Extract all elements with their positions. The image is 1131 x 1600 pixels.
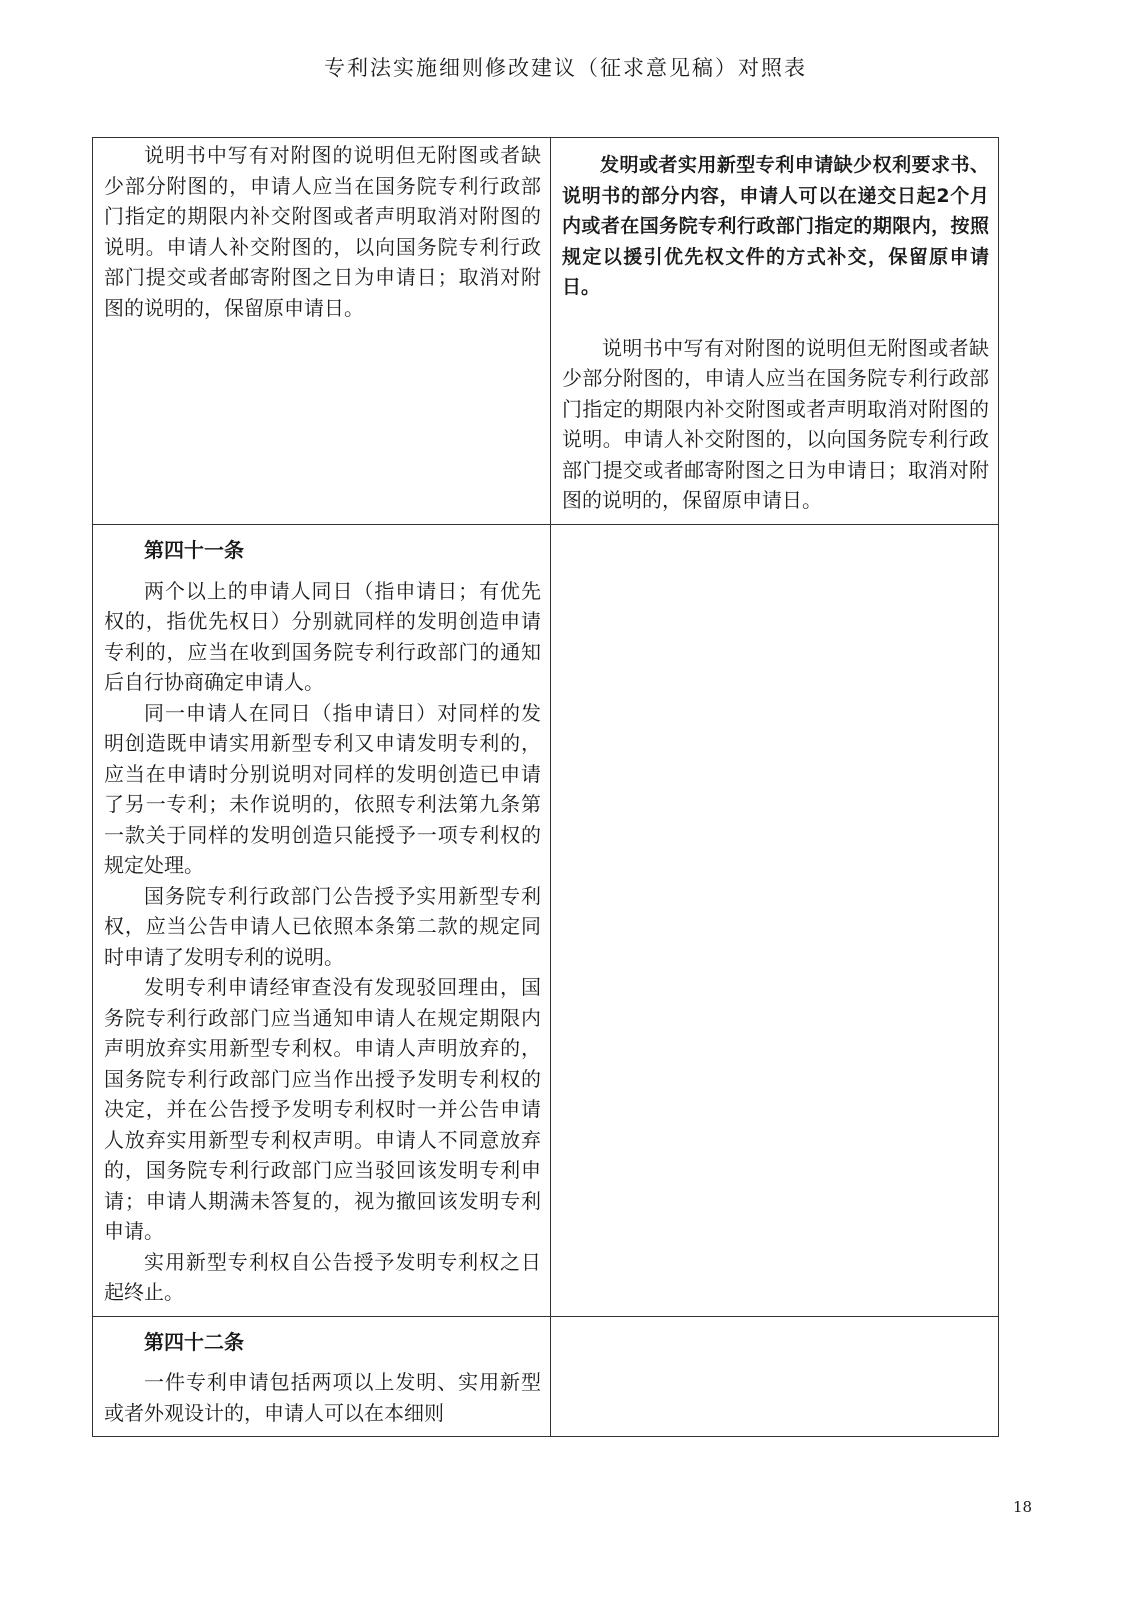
paragraph: 国务院专利行政部门公告授予实用新型专利权，应当公告申请人已依照本条第二款的规定同时申请了发明专利的说明。 [104, 883, 541, 969]
proposed-text-cell [551, 138, 999, 525]
paragraph: 实用新型专利权自公告授予发明专利权之日起终止。 [104, 1249, 541, 1304]
article-heading: 第四十二条 [144, 1329, 244, 1354]
current-text-cell [93, 525, 551, 1317]
page-title: 专利法实施细则修改建议（征求意见稿）对照表 [324, 56, 807, 80]
current-text-cell [93, 138, 551, 525]
page-number: 18 [1013, 1498, 1033, 1516]
table-row [93, 525, 999, 1317]
paragraph: 说明书中写有对附图的说明但无附图或者缺少部分附图的，申请人应当在国务院专利行政部门指定的期限内补交附图或者声明取消对附图的说明。申请人补交附图的，以向国务院专利行政部门提交或者邮寄附图之日为申请日；取消对附图的说明的，保留原申请日。 [104, 143, 541, 320]
paragraph: 一件专利申请包括两项以上发明、实用新型或者外观设计的，申请人可以在本细则 [104, 1370, 541, 1425]
amendment-paragraph: 发明或者实用新型专利申请缺少权利要求书、说明书的部分内容，申请人可以在递交日起2个月内或者在国务院专利行政部门指定的期限内，按照规定以援引优先权文件的方式补交，保留原申请日。 [562, 154, 989, 298]
paragraph: 发明专利申请经审查没有发现驳回理由，国务院专利行政部门应当通知申请人在规定期限内声明放弃实用新型专利权。申请人声明放弃的，国务院专利行政部门应当作出授予发明专利权的决定，并在公告授予发明专利权时一并公告申请人放弃实用新型专利权声明。申请人不同意放弃的，国务院专利行政部门应当驳回该发明专利申请；申请人期满未答复的，视为撤回该发明专利申请。 [104, 975, 541, 1243]
proposed-text-cell [551, 1316, 999, 1437]
table-row [93, 138, 999, 525]
table-row [93, 1316, 999, 1437]
paragraph: 同一申请人在同日（指申请日）对同样的发明创造既申请实用新型专利又申请发明专利的，应当在申请时分别说明对同样的发明创造已申请了另一专利；未作说明的，依照专利法第九条第一款关于同样的发明创造只能授予一项专利权的规定处理。 [104, 700, 541, 877]
paragraph: 说明书中写有对附图的说明但无附图或者缺少部分附图的，申请人应当在国务院专利行政部门指定的期限内补交附图或者声明取消对附图的说明。申请人补交附图的，以向国务院专利行政部门提交或者邮寄附图之日为申请日；取消对附图的说明的，保留原申请日。 [562, 335, 989, 512]
comparison-table [92, 137, 999, 1437]
article-heading: 第四十一条 [144, 538, 244, 562]
paragraph: 两个以上的申请人同日（指申请日；有优先权的，指优先权日）分别就同样的发明创造申请专利的，应当在收到国务院专利行政部门的通知后自行协商确定申请人。 [104, 578, 541, 694]
proposed-text-cell [551, 525, 999, 1317]
current-text-cell [93, 1316, 551, 1437]
